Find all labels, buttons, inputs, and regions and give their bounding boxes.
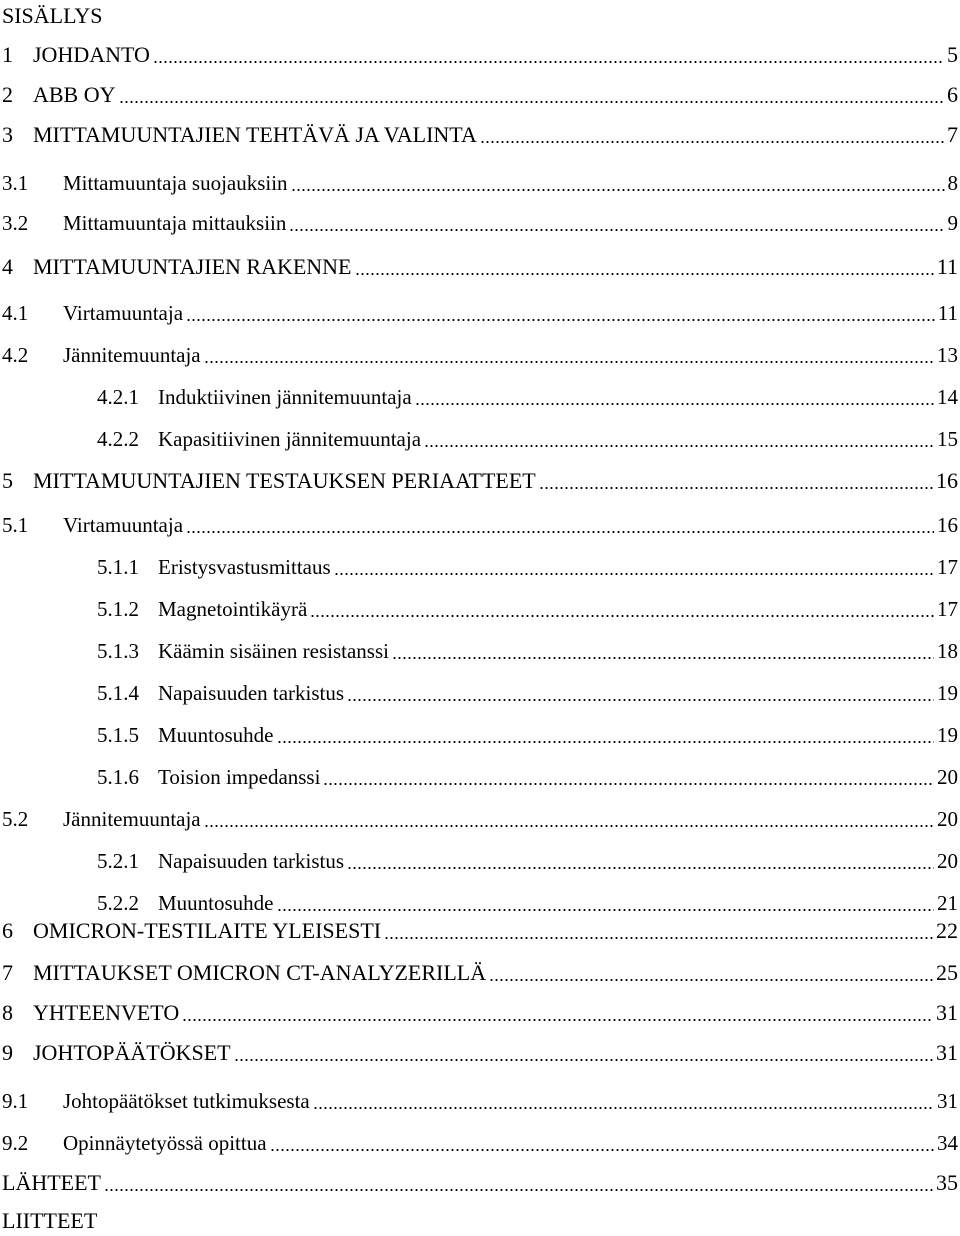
toc-entry-label: Toision impedanssi [158, 765, 321, 789]
dot-leader [424, 427, 934, 447]
toc-entry-page-number: 35 [936, 1170, 958, 1195]
toc-entry-number: 5.1.4 [97, 681, 139, 705]
toc-entry[interactable] [2, 1128, 958, 1158]
dot-leader [480, 123, 944, 143]
toc-entry-number: 4.2.2 [97, 427, 139, 451]
dot-leader [539, 469, 933, 489]
toc-entry[interactable] [97, 678, 958, 708]
dot-leader [204, 807, 934, 827]
dot-leader [334, 555, 934, 575]
dot-leader [289, 211, 944, 231]
toc-entry[interactable] [97, 720, 958, 750]
toc-entry-number: 5 [2, 468, 13, 493]
toc-entry-page-number: 20 [937, 807, 958, 831]
toc-entry-label: Kapasitiivinen jännitemuuntaja [158, 427, 422, 451]
toc-entry-number: 3.1 [2, 171, 29, 195]
toc-entry-page-number: 16 [937, 513, 958, 537]
toc-entry-label: MITTAMUUNTAJIEN TEHTÄVÄ JA VALINTA [33, 122, 477, 147]
toc-entry-number: 9.2 [2, 1131, 29, 1155]
toc-entry-number: 7 [2, 960, 13, 985]
toc-entry-label: JOHTOPÄÄTÖKSET [33, 1040, 231, 1065]
toc-entry-number: 5.2.2 [97, 891, 139, 915]
toc-entry[interactable] [2, 804, 958, 834]
toc-entry-label: Napaisuuden tarkistus [158, 681, 345, 705]
toc-entry-page-number: 6 [947, 82, 958, 107]
toc-entry-page-number: 25 [936, 960, 958, 985]
toc-entry[interactable] [2, 120, 958, 150]
dot-leader [270, 1131, 934, 1151]
toc-entry-page-number: 11 [937, 301, 958, 325]
toc-entry-label: Induktiivinen jännitemuuntaja [158, 385, 412, 409]
toc-entry[interactable] [2, 1086, 958, 1116]
appendix-heading[interactable]: LIITTEET [2, 1208, 98, 1233]
toc-entry[interactable] [2, 168, 958, 198]
toc-entry-number: 4.1 [2, 301, 29, 325]
dot-leader [234, 1041, 933, 1061]
toc-entry-page-number: 14 [937, 385, 958, 409]
toc-entry[interactable] [2, 510, 958, 540]
toc-entry[interactable] [97, 594, 958, 624]
toc-entry-page-number: 22 [936, 918, 958, 943]
toc-entry-page-number: 20 [937, 849, 958, 873]
toc-entry-label: MITTAMUUNTAJIEN RAKENNE [33, 254, 352, 279]
dot-leader [313, 1089, 934, 1109]
toc-entry-page-number: 17 [937, 555, 958, 579]
toc-entry-number: 5.1.2 [97, 597, 139, 621]
toc-entry-number: 4.2.1 [97, 385, 139, 409]
dot-leader [384, 919, 933, 939]
toc-entry-label: Napaisuuden tarkistus [158, 849, 345, 873]
dot-leader [392, 639, 934, 659]
toc-entry[interactable] [97, 552, 958, 582]
toc-entry[interactable] [97, 382, 958, 412]
toc-entry-number: 5.2.1 [97, 849, 139, 873]
toc-entry[interactable] [97, 636, 958, 666]
toc-entry-page-number: 19 [937, 681, 958, 705]
toc-entry-label: Jännitemuuntaja [63, 807, 201, 831]
toc-entry-label: OMICRON-TESTILAITE YLEISESTI [33, 918, 382, 943]
toc-entry-number: 2 [2, 82, 13, 107]
toc-entry[interactable] [2, 1168, 958, 1198]
toc-entry[interactable] [97, 762, 958, 792]
toc-entry-number: 1 [2, 42, 13, 67]
toc-entry-number: 3.2 [2, 211, 29, 235]
toc-entry-page-number: 11 [936, 254, 958, 279]
toc-entry-number: 8 [2, 1000, 13, 1025]
dot-leader [186, 301, 935, 321]
toc-entry-label: Jännitemuuntaja [63, 343, 201, 367]
toc-entry-page-number: 17 [937, 597, 958, 621]
toc-title: SISÄLLYS [2, 3, 103, 28]
toc-entry-number: 9 [2, 1040, 13, 1065]
dot-leader [182, 1001, 933, 1021]
toc-entry-number: 5.1.5 [97, 723, 139, 747]
toc-entry[interactable] [2, 998, 958, 1028]
toc-entry-number: 5.1 [2, 513, 29, 537]
toc-entry-number: 4.2 [2, 343, 29, 367]
toc-entry-page-number: 19 [937, 723, 958, 747]
toc-entry-label: MITTAUKSET OMICRON CT-ANALYZERILLÄ [33, 960, 487, 985]
dot-leader [347, 681, 934, 701]
dot-leader [119, 83, 944, 103]
toc-entry[interactable] [2, 466, 958, 496]
toc-entry-number: 5.2 [2, 807, 29, 831]
toc-entry-label: Mittamuuntaja suojauksiin [63, 171, 288, 195]
toc-entry-page-number: 7 [947, 122, 958, 147]
toc-entry-page-number: 5 [947, 42, 958, 67]
toc-entry[interactable] [2, 298, 958, 328]
dot-leader [355, 255, 934, 275]
toc-entry-label: Opinnäytetyössä opittua [63, 1131, 267, 1155]
toc-entry-label: Johtopäätökset tutkimuksesta [63, 1089, 310, 1113]
dot-leader [415, 385, 934, 405]
toc-entry-number: 5.1.6 [97, 765, 139, 789]
toc-entry-number: 9.1 [2, 1089, 29, 1113]
toc-entry-page-number: 31 [937, 1089, 958, 1113]
toc-entry[interactable] [2, 252, 958, 282]
toc-entry-label: Virtamuuntaja [63, 301, 184, 325]
dot-leader [310, 597, 934, 617]
dot-leader [277, 723, 935, 743]
toc-entry-label: ABB OY [33, 82, 116, 107]
dot-leader [153, 43, 944, 63]
toc-entry-label: JOHDANTO [33, 42, 150, 67]
toc-entry-page-number: 20 [937, 765, 958, 789]
toc-entry-number: 5.1.3 [97, 639, 139, 663]
toc-entry-page-number: 21 [937, 891, 958, 915]
dot-leader [186, 513, 934, 533]
toc-entry-label: Virtamuuntaja [63, 513, 184, 537]
toc-entry-label: Eristysvastusmittaus [158, 555, 331, 579]
toc-entry[interactable] [2, 80, 958, 110]
toc-entry-page-number: 16 [936, 468, 958, 493]
toc-entry-page-number: 8 [947, 171, 958, 195]
toc-entry[interactable] [97, 424, 958, 454]
toc-entry[interactable] [2, 208, 958, 238]
toc-entry[interactable] [2, 340, 958, 370]
dot-leader [489, 961, 933, 981]
toc-entry[interactable] [2, 40, 958, 70]
toc-entry-page-number: 18 [937, 639, 958, 663]
toc-entry-label: Käämin sisäinen resistanssi [158, 639, 389, 663]
dot-leader [204, 343, 934, 363]
toc-entry-label: Magnetointikäyrä [158, 597, 308, 621]
toc-entry-page-number: 13 [937, 343, 958, 367]
dot-leader [347, 849, 934, 869]
toc-entry[interactable] [2, 1038, 958, 1068]
dot-leader [323, 765, 934, 785]
toc-entry-page-number: 15 [937, 427, 958, 451]
toc-entry-page-number: 31 [936, 1000, 958, 1025]
dot-leader [104, 1171, 933, 1191]
toc-entry-label: YHTEENVETO [33, 1000, 180, 1025]
toc-entry-page-number: 31 [936, 1040, 958, 1065]
toc-entry-page-number: 34 [937, 1131, 958, 1155]
toc-entry[interactable] [2, 958, 958, 988]
toc-entry-number: 3 [2, 122, 13, 147]
toc-entry[interactable] [2, 916, 958, 946]
toc-entry-number: 6 [2, 918, 13, 943]
toc-entry-label: MITTAMUUNTAJIEN TESTAUKSEN PERIAATTEET [33, 468, 536, 493]
toc-entry[interactable] [97, 846, 958, 876]
toc-entry-label: Muuntosuhde [158, 891, 274, 915]
dot-leader [277, 891, 935, 911]
dot-leader [291, 171, 945, 191]
toc-entry-label: Mittamuuntaja mittauksiin [63, 211, 287, 235]
toc-entry-number: 4 [2, 254, 13, 279]
toc-entry-label: LÄHTEET [2, 1170, 101, 1195]
toc-entry-number: 5.1.1 [97, 555, 139, 579]
toc-entry[interactable] [97, 888, 958, 918]
toc-entry-label: Muuntosuhde [158, 723, 274, 747]
toc-entry-page-number: 9 [947, 211, 958, 235]
